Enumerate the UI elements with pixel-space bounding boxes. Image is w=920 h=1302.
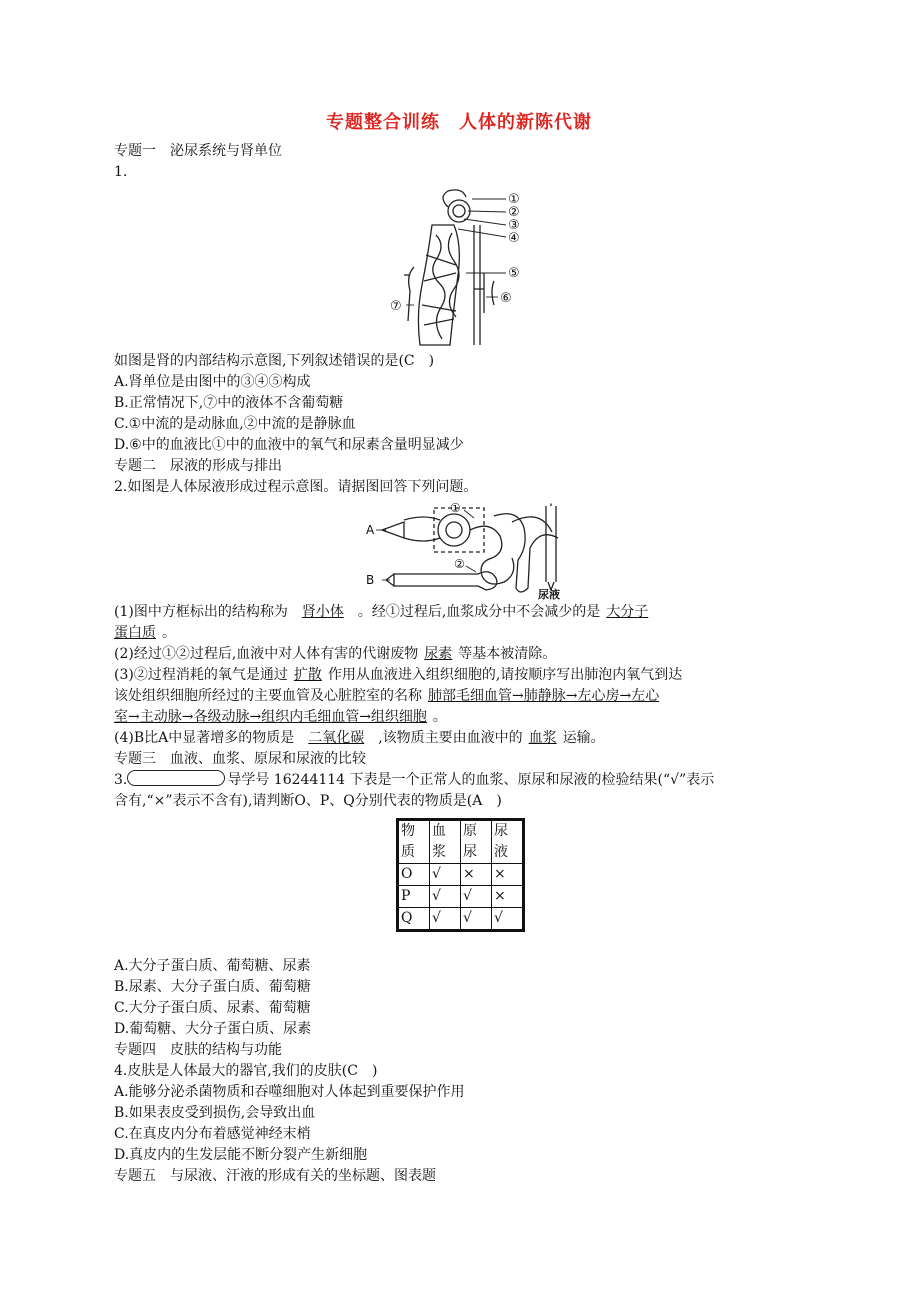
q2-part1-line1: (1)图中方框标出的结构称为 肾小体 。经①过程后,血浆成分中不会减少的是 大分子 — [114, 602, 804, 623]
q2-part4: (4)B比A中显著增多的物质是 二氧化碳 ,该物质主要由血液中的 血浆 运输。 — [114, 730, 605, 746]
q2-part2: (2)经过①②过程后,血液中对人体有害的代谢废物 尿素 等基本被清除。 — [114, 646, 557, 662]
topic4-heading: 专题四 皮肤的结构与功能 — [114, 1042, 282, 1058]
q1-stem: 如图是肾的内部结构示意图,下列叙述错误的是(C ) — [114, 353, 435, 369]
q3-stem-line2: 含有,“×”表示不含有),请判断O、P、Q分别代表的物质是(A ) — [114, 793, 502, 809]
q2-answer-diffusion: 扩散 — [293, 667, 322, 683]
fig2-label-2: ② — [454, 557, 465, 571]
topic2-heading: 专题二 尿液的形成与排出 — [114, 458, 282, 474]
q3-stem-line1: 3. 导学号 16244114 下表是一个正常人的血浆、原尿和尿液的检验结果(“√”表示 — [114, 772, 715, 788]
table-header-cell: 血浆 — [430, 820, 461, 864]
q2-part3-line3: 室→主动脉→各级动脉→组织内毛细血管→组织细胞 。 — [114, 709, 447, 725]
fig2-label-1: ① — [450, 501, 461, 515]
table-cell: √ — [492, 908, 524, 931]
fig1-label-1: ① — [508, 192, 520, 207]
table-row — [398, 886, 524, 908]
q2-answer-protein-b: 蛋白质 — [114, 625, 156, 641]
nephron-diagram — [114, 185, 804, 349]
table-cell: × — [461, 864, 492, 886]
guide-number-box — [127, 770, 225, 786]
table-cell: √ — [430, 886, 461, 908]
urine-formation-figure — [114, 500, 804, 600]
table-cell: P — [398, 886, 430, 908]
topic5-heading: 专题五 与尿液、汗液的形成有关的坐标题、图表题 — [114, 1168, 436, 1184]
q1-option-c: C.①中流的是动脉血,②中流的是静脉血 — [114, 416, 356, 432]
urine-formation-diagram — [114, 500, 804, 600]
q2-answer-plasma: 血浆 — [528, 730, 557, 746]
q4-option-d: D.真皮内的生发层能不断分裂产生新细胞 — [114, 1147, 368, 1163]
q2-part3-line1: (3)②过程消耗的氧气是通过 扩散 作用从血液进入组织细胞的,请按顺序写出肺泡内氧气到达 — [114, 667, 683, 683]
q4-option-c: C.在真皮内分布着感觉神经末梢 — [114, 1126, 311, 1142]
q3-option-a: A.大分子蛋白质、葡萄糖、尿素 — [114, 958, 311, 974]
q1-option-b: B.正常情况下,⑦中的液体不含葡萄糖 — [114, 395, 344, 411]
q1-number: 1. — [114, 164, 128, 180]
table-cell: Q — [398, 908, 430, 931]
fig1-label-7: ⑦ — [390, 299, 402, 314]
table-header-cell: 尿液 — [492, 820, 524, 864]
fig2-label-a: A — [366, 523, 375, 537]
q2-answer-protein-a: 大分子 — [606, 604, 649, 620]
fig1-label-2: ② — [508, 205, 520, 220]
q4-option-b: B.如果表皮受到损伤,会导致出血 — [114, 1105, 316, 1121]
table-cell: × — [492, 864, 524, 886]
q2-stem: 2.如图是人体尿液形成过程示意图。请据图回答下列问题。 — [114, 479, 478, 495]
table-row — [398, 908, 524, 931]
topic3-heading: 专题三 血液、血浆、原尿和尿液的比较 — [114, 751, 366, 767]
kidney-nephron-figure — [114, 185, 804, 349]
fig1-label-4: ④ — [508, 231, 520, 246]
q3-option-c: C.大分子蛋白质、尿素、葡萄糖 — [114, 1000, 311, 1016]
topic1-heading: 专题一 泌尿系统与肾单位 — [114, 143, 282, 159]
q1-option-d: D.⑥中的血液比①中的血液中的氧气和尿素含量明显减少 — [114, 437, 464, 453]
q4-stem: 4.皮肤是人体最大的器官,我们的皮肤(C ) — [114, 1063, 378, 1079]
q4-option-a: A.能够分泌杀菌物质和吞噬细胞对人体起到重要保护作用 — [114, 1084, 465, 1100]
table-cell: O — [398, 864, 430, 886]
table-cell: √ — [430, 864, 461, 886]
fig1-label-3: ③ — [508, 218, 520, 233]
table-header-row — [398, 820, 524, 864]
q1-option-a: A.肾单位是由图中的③④⑤构成 — [114, 374, 311, 390]
q3-option-b: B.尿素、大分子蛋白质、葡萄糖 — [114, 979, 311, 995]
table-cell: √ — [430, 908, 461, 931]
fig1-label-6: ⑥ — [500, 291, 512, 306]
fig2-label-b: B — [366, 573, 375, 587]
table-header-cell: 原尿 — [461, 820, 492, 864]
table-header-cell: 物质 — [398, 820, 430, 864]
q2-answer-co2: 二氧化碳 — [308, 730, 365, 746]
page-title: 专题整合训练 人体的新陈代谢 — [326, 112, 592, 133]
q2-part3-line2: 该处组织细胞所经过的主要血管及心脏腔室的名称 肺部毛细血管→肺静脉→左心房→左心 — [114, 686, 804, 707]
table-cell: √ — [461, 886, 492, 908]
q2-answer-corpuscle: 肾小体 — [301, 604, 344, 620]
fig2-label-urine: 尿液 — [538, 588, 560, 600]
table-row — [398, 864, 524, 886]
q2-answer-urea: 尿素 — [424, 646, 453, 662]
fig1-label-5: ⑤ — [508, 266, 520, 281]
table-cell: √ — [461, 908, 492, 931]
q2-answer-path-b: 室→主动脉→各级动脉→组织内毛细血管→组织细胞 — [114, 709, 427, 725]
test-result-table — [396, 818, 525, 932]
q2-part1-line2: 蛋白质 。 — [114, 625, 176, 641]
table-cell: × — [492, 886, 524, 908]
q2-answer-path-a: 肺部毛细血管→肺静脉→左心房→左心 — [428, 688, 660, 704]
worksheet-page — [114, 112, 804, 1187]
q3-option-d: D.葡萄糖、大分子蛋白质、尿素 — [114, 1021, 312, 1037]
